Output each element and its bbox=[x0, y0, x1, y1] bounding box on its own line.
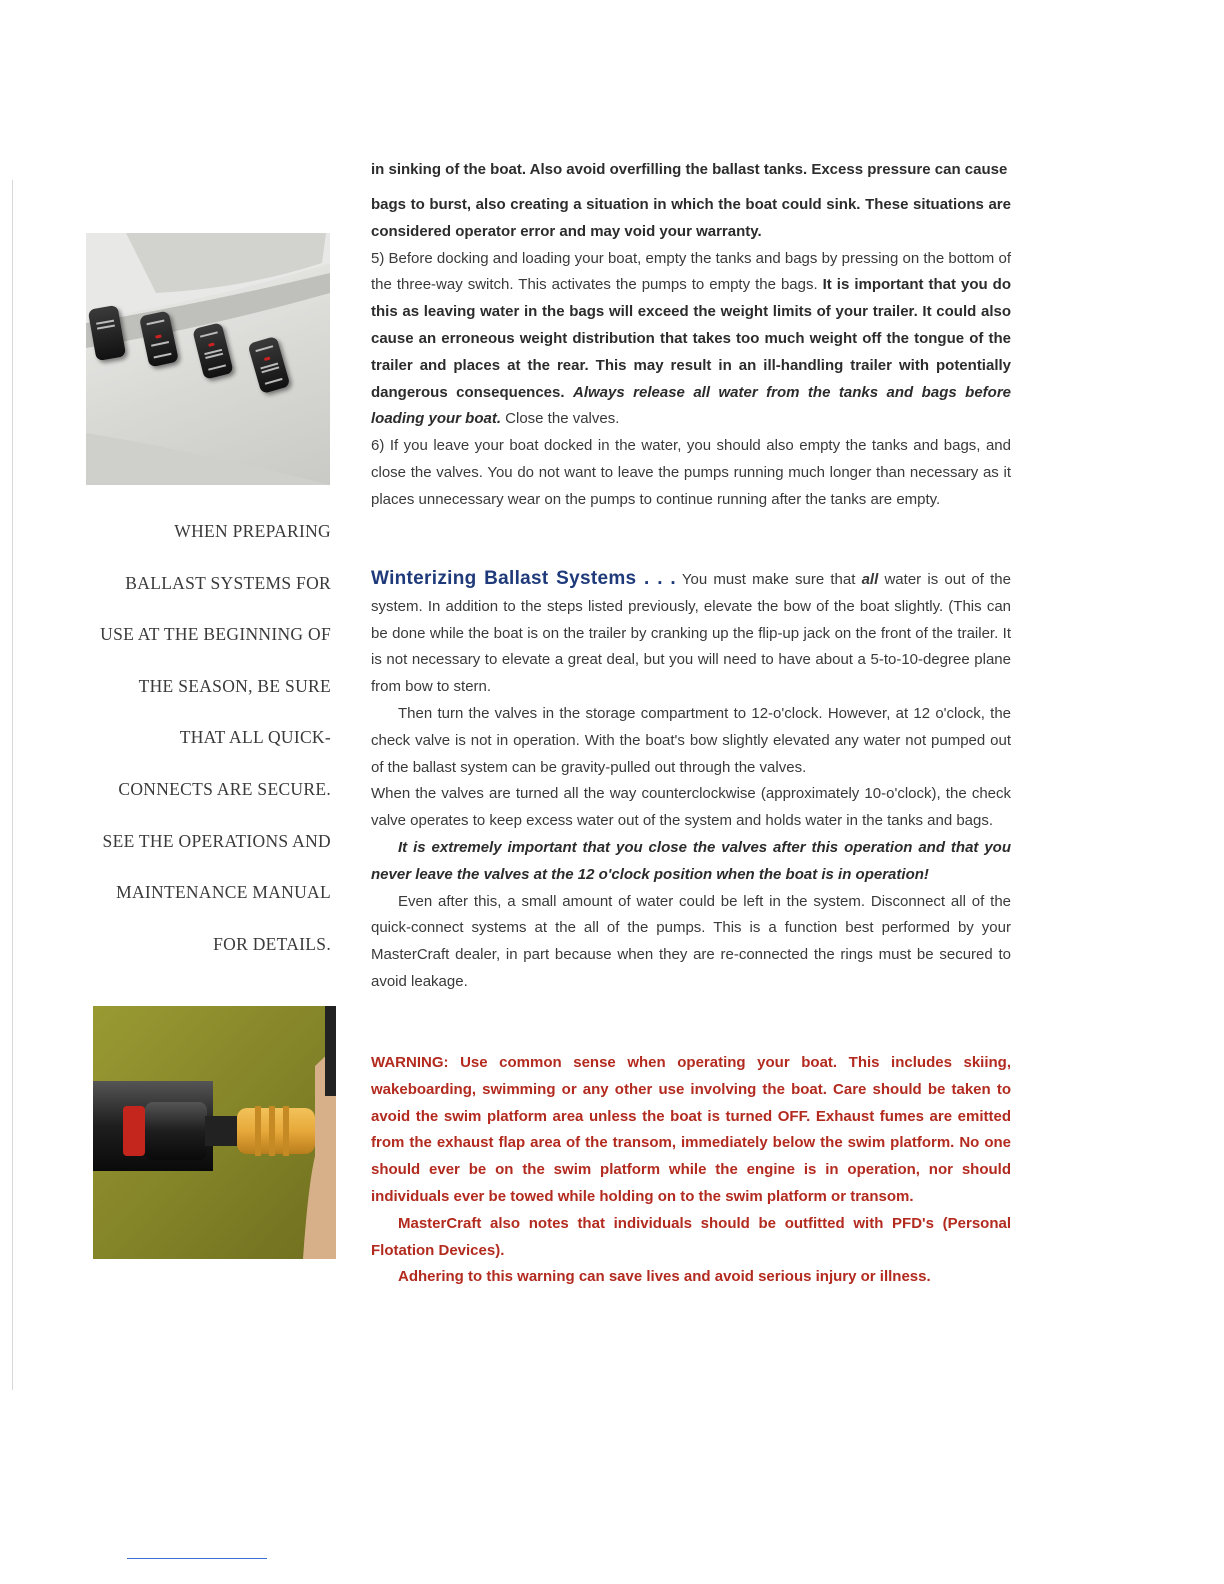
footer-rule bbox=[127, 1558, 267, 1559]
winterizing-paragraph-4: It is extremely important that you close the valves after this operation and that you never leave the valves at the 12 o'clock position when the boat is in operation! bbox=[371, 838, 1011, 883]
left-margin-rule bbox=[12, 180, 13, 1390]
step-6-paragraph: 6) If you leave your boat docked in the water, you should also empty the tanks and bags, and close the valves. You do not want to leave the pumps running much longer than necessary as it places unnecessary wear on the pumps to continue running after the tanks are empty. bbox=[371, 437, 1011, 508]
photo-caption bbox=[60, 506, 331, 970]
winterizing-intro-all: all bbox=[861, 571, 879, 588]
warranty-paragraph bbox=[371, 192, 1011, 246]
step-5-tail: Close the valves. bbox=[501, 410, 620, 428]
step-5-bold: It is important that you do this as leaving water in the bags will exceed the weight limits of your trailer. It could also cause an erroneous weight distribution that takes too much weight off the tongue of the trailer and places at the rear. This may result in an ill-handling trailer with potentially dangerous consequences. bbox=[371, 276, 1011, 401]
warning-paragraph-1: WARNING: Use common sense when operating your boat. This includes skiing, wakeboarding, swimming or any other use involving the boat. Care should be taken to avoid the swim platform area unless the boat is turned OFF. Exhaust fumes are emitted from the exhaust flap area of the transom, immediately below the swim platform. No one should ever be on the swim platform while the engine is in operation, nor should individuals ever be towed while holding on to the swim platform or transom. bbox=[371, 1054, 1011, 1205]
warning-section bbox=[371, 1050, 1011, 1291]
step-5-text: 5) Before docking and loading your boat, empty the tanks and bags by pressing on the bottom of the three-way switch. This activates the pumps to empty the bags. bbox=[371, 249, 1011, 294]
step-5-bold-italic: Always release all water from the tanks and bags before loading your boat. bbox=[371, 383, 1012, 428]
warranty-text: bags to burst, also creating a situation in which the boat could sink. These situations are considered operator error and may void your warranty. bbox=[371, 196, 1011, 240]
caption-line: MAINTENANCE MANUAL bbox=[116, 882, 331, 903]
ballast-instructions bbox=[371, 192, 1011, 514]
warning-paragraph-2: MasterCraft also notes that individuals should be outfitted with PFD's (Personal Flotation Devices). bbox=[371, 1214, 1011, 1259]
winterizing-paragraph-3: When the valves are turned all the way counterclockwise (approximately 10-o'clock), the check valve operates to keep excess water out of the system and holds water in the tanks and bags. bbox=[371, 785, 1011, 830]
ballast-switch-panel-photo bbox=[86, 233, 330, 485]
winterizing-intro-a: You must make sure that bbox=[675, 571, 862, 588]
step-5-paragraph bbox=[371, 246, 1011, 434]
caption-line: WHEN PREPARING bbox=[174, 521, 331, 541]
truncated-top-line-text: in sinking of the boat. Also avoid overfilling the ballast tanks. Excess pressure can cause bbox=[371, 161, 1008, 178]
warning-paragraph-3: Adhering to this warning can save lives and avoid serious injury or illness. bbox=[398, 1268, 931, 1286]
caption-line: THAT ALL QUICK- bbox=[179, 727, 331, 748]
winterizing-intro-b: water is out of the system. In addition to the steps listed previously, elevate the bow of the boat slightly. (This can be done while the boat is on the trailer by cranking up the flip-up jack on the front of the trailer. It is not necessary to elevate a great deal, but you will need to have about a 5-to-10-degree plane from bow to stern. bbox=[371, 571, 1011, 696]
caption-line: BALLAST SYSTEMS FOR bbox=[125, 572, 331, 593]
quick-connect-photo bbox=[93, 1006, 336, 1259]
truncated-top-line bbox=[371, 161, 1011, 186]
caption-line: SEE THE OPERATIONS AND bbox=[102, 830, 331, 851]
caption-line: FOR DETAILS. bbox=[213, 933, 331, 954]
quick-connect-illustration bbox=[93, 1006, 336, 1259]
winterizing-intro bbox=[371, 566, 1011, 701]
caption-line: USE AT THE BEGINNING OF bbox=[100, 624, 331, 645]
caption-line: THE SEASON, BE SURE bbox=[138, 675, 331, 696]
winterizing-heading: Winterizing Ballast Systems . . . bbox=[371, 568, 676, 589]
winterizing-paragraph-5: Even after this, a small amount of water could be left in the system. Disconnect all of the quick-connect systems at the all of the pumps. This is a function best performed by your MasterCraft dealer, in part because when they are re-connected the rings must be secured to avoid leakage. bbox=[371, 892, 1011, 990]
winterizing-paragraph-2: Then turn the valves in the storage compartment to 12-o'clock. However, at 12 o'clock, the check valve is not in operation. With the boat's bow slightly elevated any water not pumped out of the ballast system can be gravity-pulled out through the valves. bbox=[371, 704, 1011, 776]
caption-line: CONNECTS ARE SECURE. bbox=[118, 778, 331, 799]
winterizing-section bbox=[371, 566, 1011, 996]
